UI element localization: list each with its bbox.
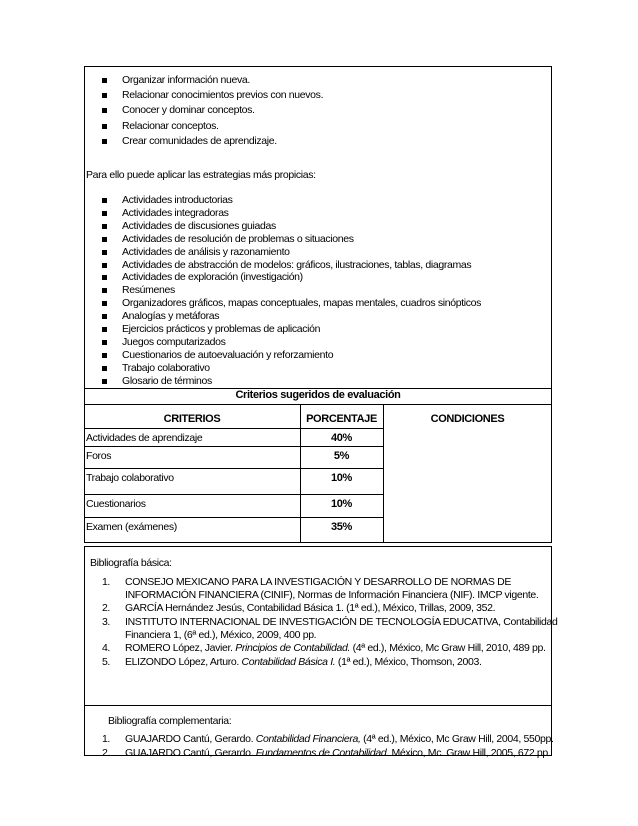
table-row-divider xyxy=(84,468,383,469)
title-text: Contabilidad Básica I. xyxy=(241,656,336,668)
author-text: GUAJARDO Cantú, Gerardo. xyxy=(125,733,256,745)
title-text: Principios de Contabilidad. xyxy=(235,642,351,654)
entry-number: 1. xyxy=(101,733,110,745)
evaluation-table xyxy=(84,388,552,543)
bullet-icon xyxy=(102,288,107,293)
title-text: Fundamentos de Contabilidad. xyxy=(255,747,389,759)
bullet-icon xyxy=(102,314,107,319)
publisher-text: México, Mc. Graw Hill, 2005, 672 pp. xyxy=(388,747,551,759)
table-divider xyxy=(84,404,552,405)
list-item: Actividades de exploración (investigación) xyxy=(122,271,303,284)
bullet-icon xyxy=(102,366,107,371)
basic-bibliography-title: Bibliografía básica: xyxy=(90,557,172,569)
bullet-icon xyxy=(102,353,107,358)
criterio-cell: Examen (exámenes) xyxy=(86,521,177,533)
bullet-icon xyxy=(102,78,107,83)
author-text: ROMERO López, Javier. xyxy=(125,642,236,654)
list-item: Cuestionarios de autoevaluación y reforzamiento xyxy=(122,348,334,361)
list-item: Crear comunidades de aprendizaje. xyxy=(122,134,277,147)
header-criterios: CRITERIOS xyxy=(163,413,221,425)
list-item: Trabajo colaborativo xyxy=(122,361,210,374)
list-item: Actividades de análisis y razonamiento xyxy=(122,245,290,258)
list-item: Resúmenes xyxy=(122,284,175,297)
porcentaje-cell: 35% xyxy=(331,521,352,533)
entry-number: 3. xyxy=(101,616,110,628)
entry-number: 1. xyxy=(101,576,110,588)
list-item: Actividades de discusiones guiadas xyxy=(122,219,276,232)
entry-number: 4. xyxy=(101,642,110,654)
porcentaje-cell: 10% xyxy=(331,472,352,484)
bullet-icon xyxy=(102,211,107,216)
header-condiciones: CONDICIONES xyxy=(430,413,505,425)
entry-number: 5. xyxy=(101,656,110,668)
list-item: Glosario de términos xyxy=(122,374,212,387)
list-item: Actividades de abstracción de modelos: gráficos, ilustraciones, tablas, diagramas xyxy=(122,258,472,271)
strategies-intro: Para ello puede aplicar las estrategias más propicias: xyxy=(86,169,316,181)
publisher-text: (1ª ed.), México, Thomson, 2003. xyxy=(335,656,482,668)
list-item: Relacionar conceptos. xyxy=(122,119,219,132)
bibliography-entry: Financiera 1, (6ª ed.), México, 2009, 400 pp. xyxy=(125,629,317,641)
porcentaje-cell: 5% xyxy=(333,450,350,462)
list-item: Actividades de resolución de problemas o situaciones xyxy=(122,232,354,245)
table-divider xyxy=(84,428,383,429)
criterio-cell: Cuestionarios xyxy=(86,498,146,510)
list-item: Relacionar conocimientos previos con nuevos. xyxy=(122,89,324,102)
header-porcentaje: PORCENTAJE xyxy=(306,413,377,425)
entry-number: 2. xyxy=(101,602,110,614)
bibliography-entry xyxy=(125,657,482,668)
porcentaje-cell: 10% xyxy=(331,498,352,510)
porcentaje-cell: 40% xyxy=(331,432,352,444)
bullet-icon xyxy=(102,340,107,345)
author-text: ELIZONDO López, Arturo. xyxy=(125,656,242,668)
list-item: Organizadores gráficos, mapas conceptuales, mapas mentales, cuadros sinópticos xyxy=(122,297,482,310)
bibliography-entry: GARCÍA Hernández Jesús, Contabilidad Básica 1. (1ª ed.), México, Trillas, 2009, 352. xyxy=(125,602,496,614)
bibliography-entry: INSTITUTO INTERNACIONAL DE INVESTIGACIÓN DE TECNOLOGÍA EDUCATIVA, Contabilidad xyxy=(125,616,558,628)
bibliography-entry xyxy=(125,643,546,654)
publisher-text: (4ª ed.), México, Mc Graw Hill, 2010, 489 pp. xyxy=(350,642,546,654)
list-item: Juegos computarizados xyxy=(122,335,226,348)
list-item: Organizar información nueva. xyxy=(122,74,250,86)
list-item: Conocer y dominar conceptos. xyxy=(122,104,255,117)
title-text: Contabilidad Financiera, xyxy=(255,733,361,745)
evaluation-title: Criterios sugeridos de evaluación xyxy=(235,389,401,401)
list-item: Actividades introductorias xyxy=(122,194,233,206)
table-row-divider xyxy=(84,446,383,447)
bibliography-entry: INFORMACIÓN FINANCIERA (CINIF), Normas de Información Financiera (NIF). IMCP vigente. xyxy=(125,589,539,601)
criterio-cell: Trabajo colaborativo xyxy=(86,472,174,484)
entry-number: 2. xyxy=(101,747,110,759)
complementary-bibliography-title: Bibliografía complementaria: xyxy=(108,715,232,727)
bibliography-entry xyxy=(125,748,550,759)
bullet-icon xyxy=(102,379,107,384)
author-text: GUAJARDO Cantú, Gerardo. xyxy=(125,747,256,759)
section-divider xyxy=(84,705,552,706)
bibliography-entry xyxy=(125,734,554,745)
list-item: Ejercicios prácticos y problemas de aplicación xyxy=(122,323,321,335)
bullet-icon xyxy=(102,93,107,98)
list-item: Actividades integradoras xyxy=(122,206,229,219)
bullet-icon xyxy=(102,250,107,255)
bullet-icon xyxy=(102,327,107,332)
list-item: Analogías y metáforas xyxy=(122,310,220,323)
bullet-icon xyxy=(102,301,107,306)
bullet-icon xyxy=(102,124,107,129)
bullet-icon xyxy=(102,275,107,280)
bullet-icon xyxy=(102,224,107,229)
bullet-icon xyxy=(102,139,107,144)
table-row-divider xyxy=(84,494,383,495)
table-row-divider xyxy=(84,517,383,518)
bullet-icon xyxy=(102,237,107,242)
bullet-icon xyxy=(102,108,107,113)
criterio-cell: Actividades de aprendizaje xyxy=(86,432,203,444)
bibliography-entry: CONSEJO MEXICANO PARA LA INVESTIGACIÓN Y DESARROLLO DE NORMAS DE xyxy=(125,576,512,588)
criterio-cell: Foros xyxy=(86,450,112,462)
publisher-text: (4ª ed.), México, Mc Graw Hill, 2004, 550pp. xyxy=(360,733,554,745)
bullet-icon xyxy=(102,263,107,268)
bullet-icon xyxy=(102,198,107,203)
